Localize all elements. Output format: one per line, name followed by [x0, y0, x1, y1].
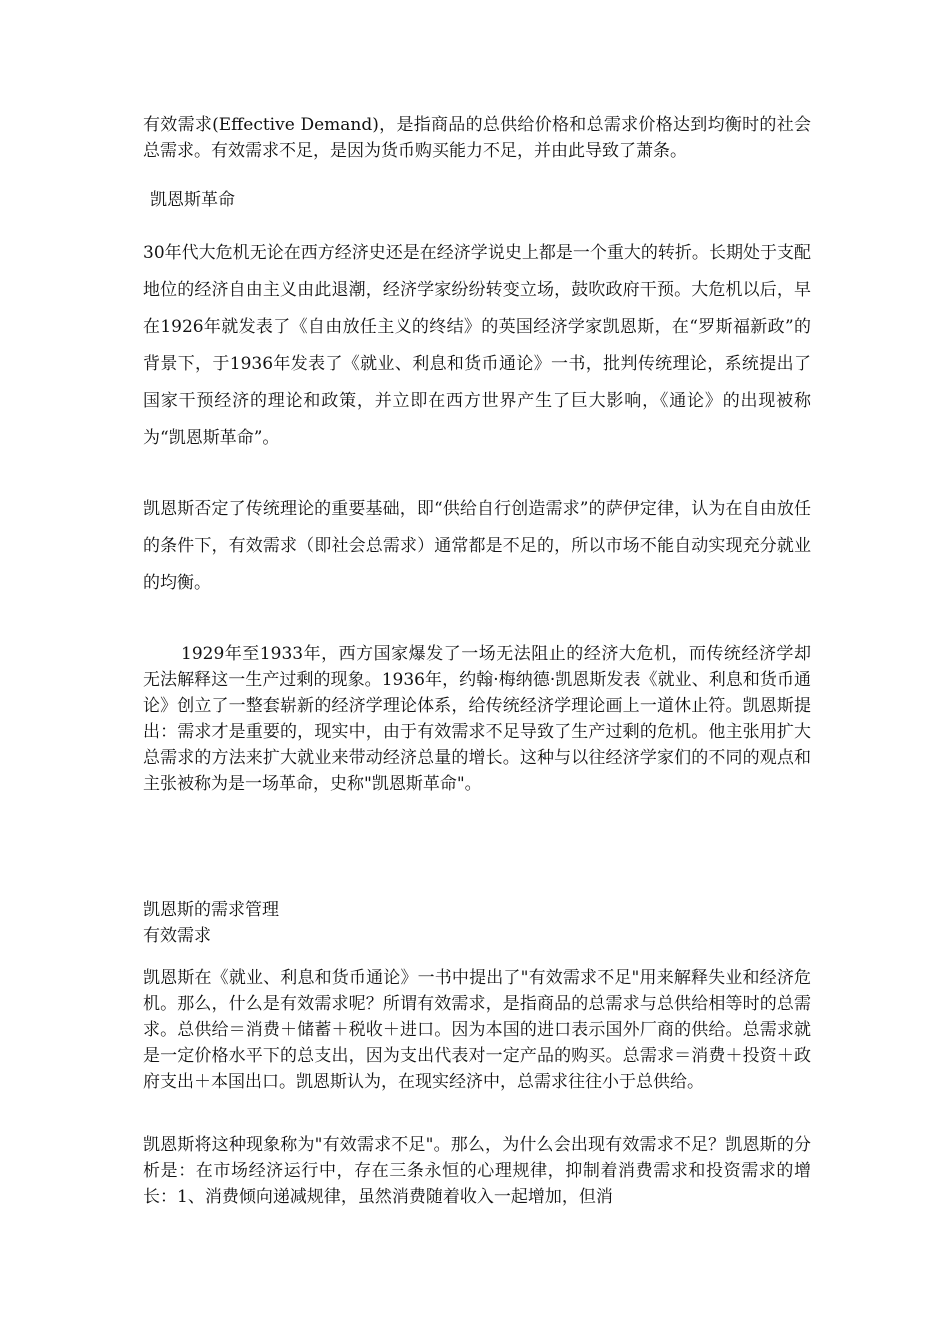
section-heading-demand-management: 凯恩斯的需求管理 有效需求 — [143, 900, 279, 946]
section-heading-keynesian-revolution: 凯恩斯革命 — [150, 190, 235, 210]
paragraph-1929-crisis: 1929年至1933年，西方国家爆发了一场无法阻止的经济大危机，而传统经济学却无法解释这一生产过剩的现象。1936年，约翰·梅纳德·凯恩斯发表《就业、利息和货币通论》创立了一整套崭新的经济学理论体系，给传统经济学理论画上一道休止符。凯恩斯提出：需求才是重要的，现实中，由于有效需求不足导致了生产过剩的危机。他主张用扩大总需求的方法来扩大就业来带动经济总量的增长。这种与以往经济学家们的不同的观点和主张被称为是一场革命，史称"凯恩斯革命"。 — [143, 644, 811, 794]
paragraph-insufficient-demand: 凯恩斯在《就业、利息和货币通论》一书中提出了"有效需求不足"用来解释失业和经济危机。那么，什么是有效需求呢？所谓有效需求，是指商品的总需求与总供给相等时的总需求。总供给＝消费＋储蓄＋税收＋进口。因为本国的进口表示国外厂商的供给。总需求就是一定价格水平下的总支出，因为支出代表对一定产品的购买。总需求＝消费＋投资＋政府支出＋本国出口。凯恩斯认为，在现实经济中，总需求往往小于总供给。 — [143, 968, 811, 1092]
paragraph-effective-demand-definition: 有效需求(Effective Demand)，是指商品的总供给价格和总需求价格达到均衡时的社会总需求。有效需求不足，是因为货币购买能力不足，并由此导致了萧条。 — [143, 115, 811, 161]
paragraph-psychological-laws: 凯恩斯将这种现象称为"有效需求不足"。那么，为什么会出现有效需求不足？凯恩斯的分析是：在市场经济运行中，存在三条永恒的心理规律，抑制着消费需求和投资需求的增长：1、消费倾向递减规律，虽然消费随着收入一起增加，但消 — [143, 1135, 811, 1207]
paragraph-great-depression: 30年代大危机无论在西方经济史还是在经济学说史上都是一个重大的转折。长期处于支配地位的经济自由主义由此退潮，经济学家纷纷转变立场，鼓吹政府干预。大危机以后，早在1926年就发表了《自由放任主义的终结》的英国经济学家凯恩斯，在“罗斯福新政”的背景下，于1936年发表了《就业、利息和货币通论》一书，批判传统理论，系统提出了国家干预经济的理论和政策，并立即在西方世界产生了巨大影响，《通论》的出现被称为“凯恩斯革命”。 — [143, 243, 811, 448]
paragraph-says-law: 凯恩斯否定了传统理论的重要基础，即“供给自行创造需求”的萨伊定律，认为在自由放任的条件下，有效需求（即社会总需求）通常都是不足的，所以市场不能自动实现充分就业的均衡。 — [143, 499, 811, 593]
